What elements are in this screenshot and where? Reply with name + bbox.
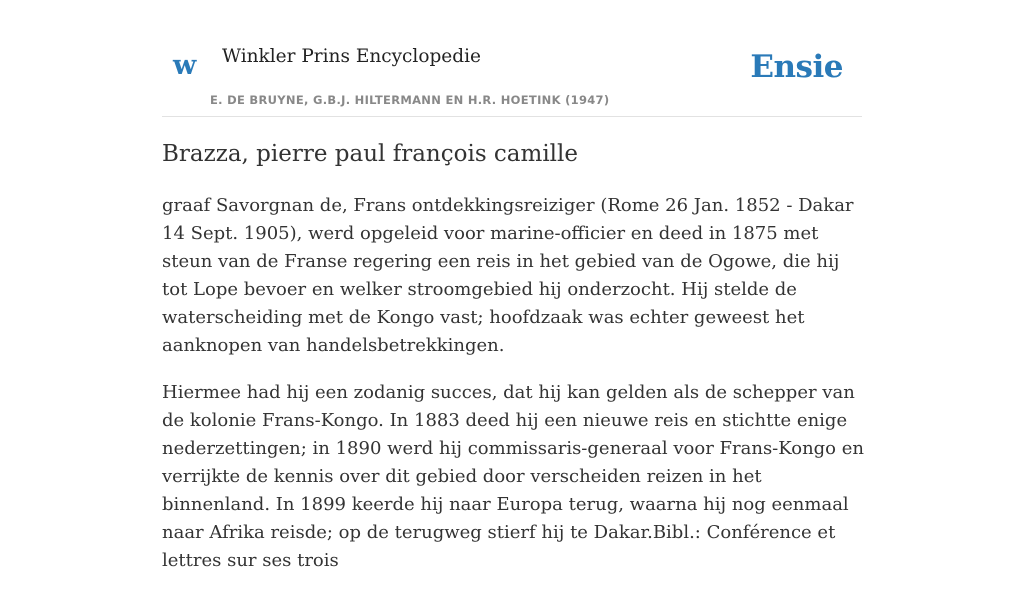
header	[162, 0, 862, 117]
publication-logo-icon[interactable]: w	[173, 50, 197, 81]
ensie-logo[interactable]: Ensie	[750, 49, 843, 85]
entry-paragraph: Hiermee had hij een zodanig succes, dat hij kan gelden als de schepper van de kolonie Frans-Kongo. In 1883 deed hij een nieuwe reis en stichtte enige nederzettingen; in 1890 werd hij commissaris-generaal voor Frans-Kongo en verrijkte de kennis over dit gebied door verscheiden reizen in het binnenland. In 1899 keerde hij naar Europa terug, waarna hij nog eenmaal naar Afrika reisde; op de terugweg stierf hij te Dakar.Bibl.: Conférence et lettres sur ses trois	[162, 382, 864, 571]
publication-title[interactable]: Winkler Prins Encyclopedie	[222, 46, 481, 67]
page-title: Brazza, pierre paul françois camille	[162, 141, 579, 167]
page	[162, 0, 864, 571]
publication-authors: E. DE BRUYNE, G.B.J. HILTERMANN EN H.R. HOETINK (1947)	[210, 93, 610, 107]
entry-paragraph: graaf Savorgnan de, Frans ontdekkingsreiziger (Rome 26 Jan. 1852 - Dakar 14 Sept. 1905), werd opgeleid voor marine-officier en deed in 1875 met steun van de Franse regering een reis in het gebied van de Ogowe, die hij tot Lope bevoer en welker stroomgebied hij onderzocht. Hij stelde de waterscheiding met de Kongo vast; hoofdzaak was echter geweest het aanknopen van handelsbetrekkingen.	[162, 195, 854, 356]
entry-body	[162, 192, 867, 594]
